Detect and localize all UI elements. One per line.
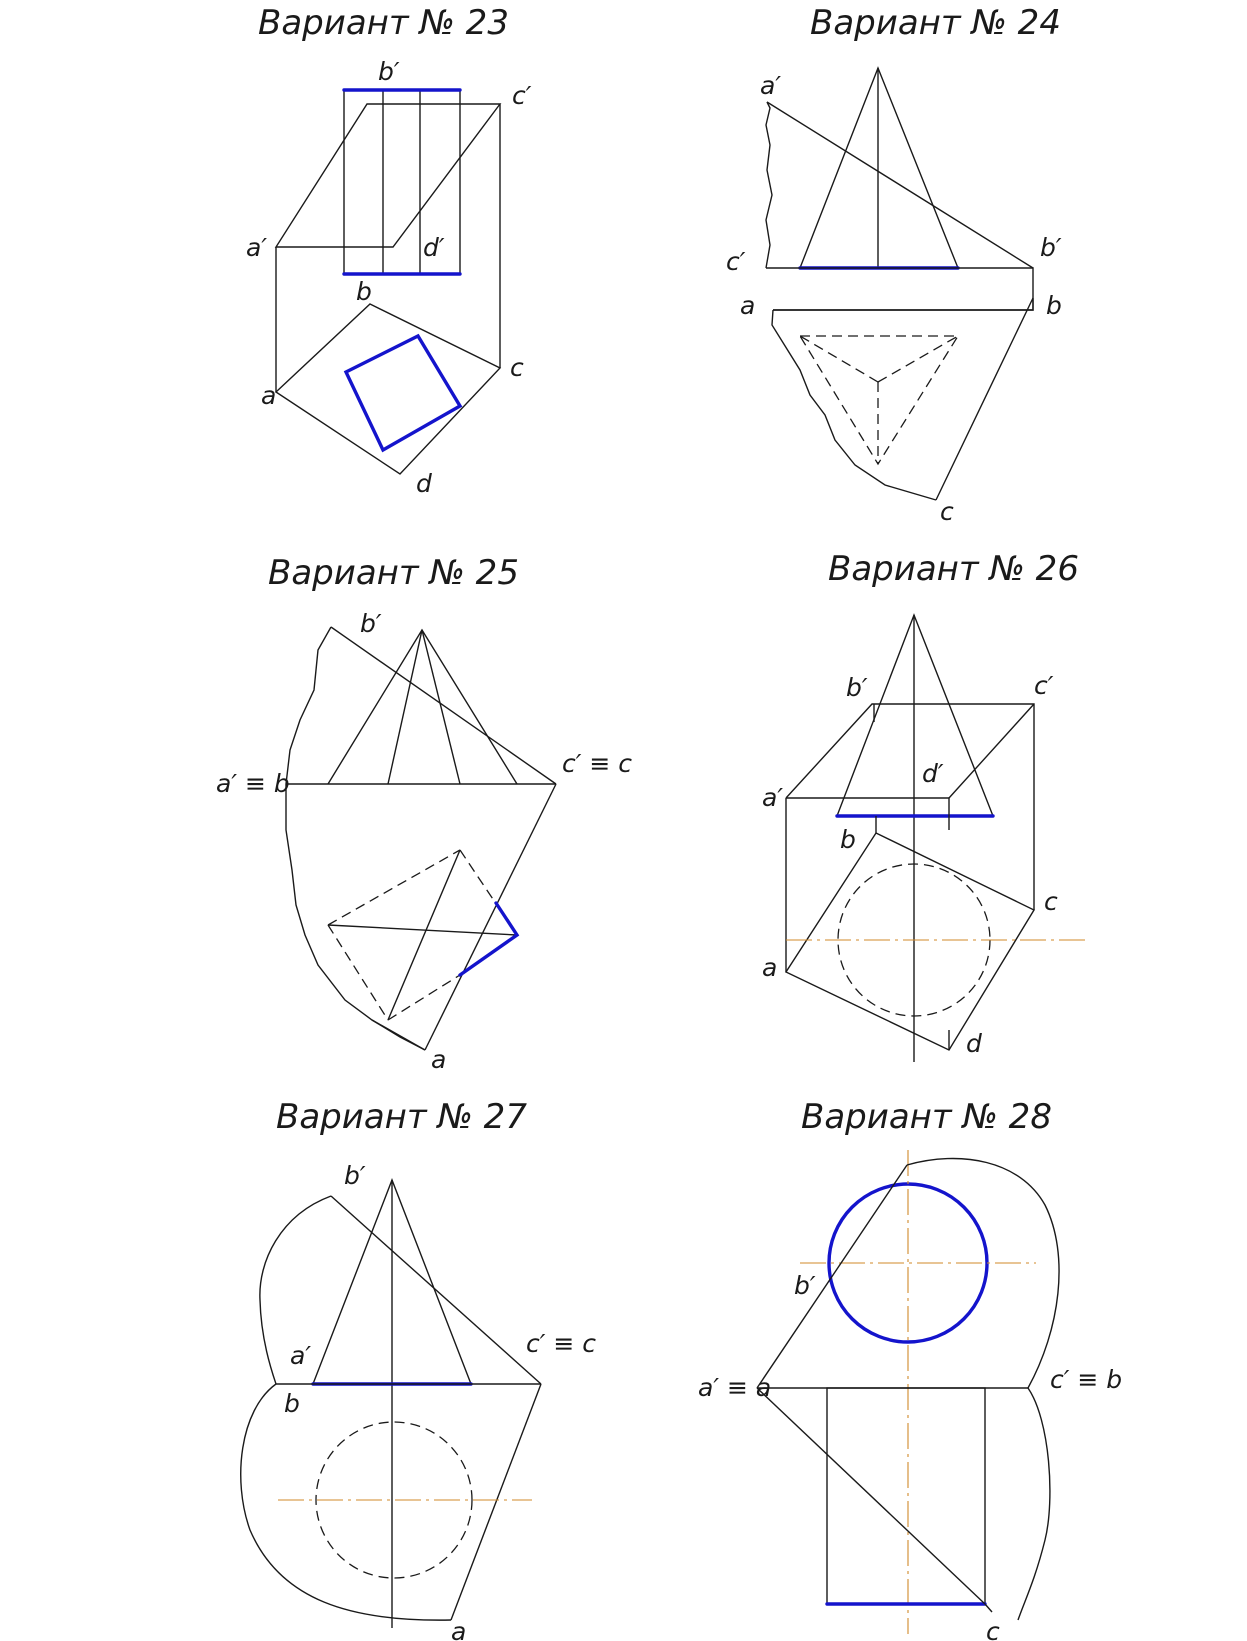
v24-plane-strip (766, 268, 1033, 310)
v28-break-line-front (907, 1158, 1059, 1388)
v27-label-b-prime: b′ (344, 1161, 366, 1190)
v26-label-a-prime: a′ (762, 783, 783, 812)
v25-label-a: a (431, 1045, 447, 1074)
v27-break-line-top (241, 1384, 451, 1620)
variant-23 (246, 3, 532, 498)
v26-label-c-prime: c′ (1034, 671, 1054, 700)
v24-break-line-front (766, 102, 772, 268)
variant-25-title: Вариант № 25 (268, 553, 519, 593)
v26-label-a: a (762, 953, 778, 982)
v23-label-a-prime: a′ (246, 233, 267, 262)
v27-label-a-prime: a′ (290, 1341, 311, 1370)
v28-cylinder-top (827, 1388, 985, 1604)
variant-26-title: Вариант № 26 (828, 549, 1079, 589)
v24-label-b: b (1046, 291, 1062, 320)
v26-label-b: b (840, 825, 856, 854)
v28-break-line-top (1018, 1388, 1050, 1620)
v24-label-b-prime: b′ (1040, 233, 1062, 262)
v23-label-b: b (356, 277, 372, 306)
v25-label-c-prime-c: c′ ≡ c (562, 749, 633, 778)
variant-28-title: Вариант № 28 (801, 1097, 1052, 1137)
v27-label-a: a (451, 1617, 467, 1641)
v28-label-b-prime: b′ (794, 1271, 816, 1300)
v24-label-a: a (740, 291, 756, 320)
v23-section-square (346, 336, 460, 450)
v27-label-c-prime-c: c′ ≡ c (526, 1329, 597, 1358)
v24-label-c: c (940, 497, 954, 526)
variant-24 (726, 3, 1062, 526)
v26-label-d: d (966, 1029, 982, 1058)
v24-label-c-prime: c′ (726, 247, 746, 276)
variant-27-title: Вариант № 27 (276, 1097, 527, 1137)
v25-label-b-prime: b′ (360, 609, 382, 638)
v23-label-c: c (510, 353, 524, 382)
v23-label-a: a (261, 381, 277, 410)
v25-break-line (286, 627, 425, 1050)
variant-23-title: Вариант № 23 (258, 3, 509, 43)
v28-label-c-prime-b: c′ ≡ b (1050, 1365, 1123, 1394)
v23-label-d: d (416, 469, 432, 498)
v24-label-a-prime: a′ (760, 71, 781, 100)
variant-25 (216, 553, 632, 1074)
v26-label-b-prime: b′ (846, 673, 868, 702)
v23-label-c-prime: c′ (512, 81, 532, 110)
v26-label-d-prime: d′ (922, 759, 944, 788)
v28-label-c: c (986, 1617, 1000, 1641)
variant-24-title: Вариант № 24 (810, 3, 1061, 43)
variant-27 (241, 1097, 597, 1641)
v23-label-d-prime: d′ (423, 233, 445, 262)
variant-28 (698, 1097, 1122, 1641)
v24-pyramid-base-hidden (800, 336, 958, 464)
variant-26 (762, 549, 1087, 1062)
v28-label-a-prime-a: a′ ≡ a (698, 1373, 772, 1402)
v25-section-visible (460, 903, 517, 975)
v24-break-line-top (772, 310, 936, 500)
v26-label-c: c (1044, 887, 1058, 916)
v26-plane-top (786, 833, 1034, 1050)
v25-label-a-prime-b: a′ ≡ b (216, 769, 290, 798)
v23-plane-front (276, 104, 500, 247)
v27-label-b: b (284, 1389, 300, 1418)
v23-label-b-prime: b′ (378, 57, 400, 86)
